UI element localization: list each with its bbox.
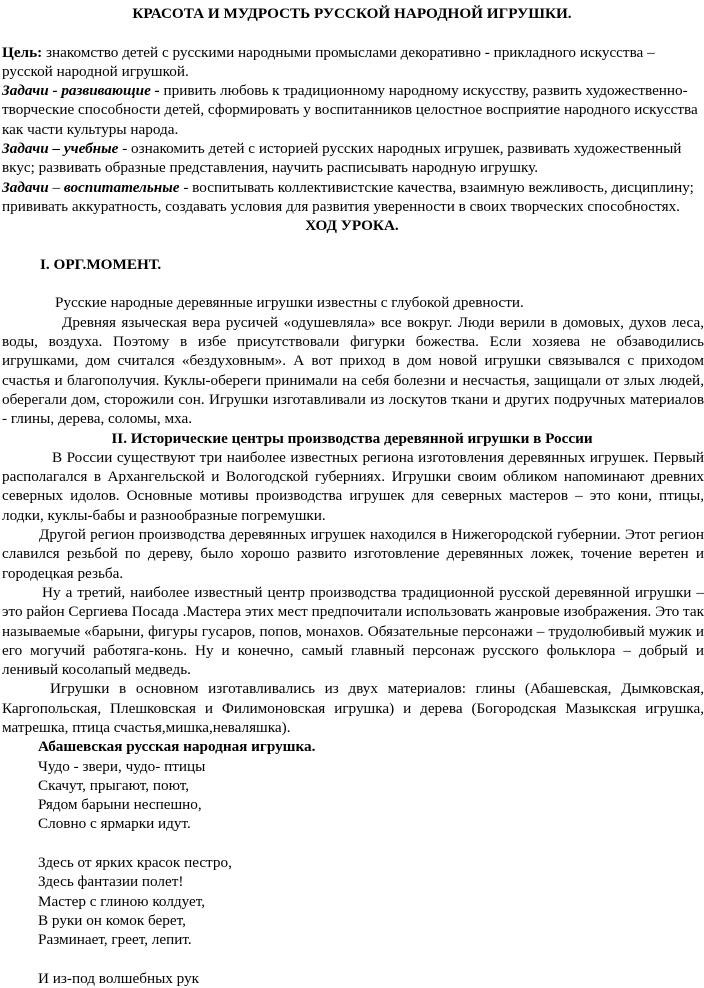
section1-paragraph-2: Древняя языческая вера русичей «одушевляла» все вокруг. Люди верили в домовых, духов леса, воды, воздуха. Поэтому в избе присутствовали фигурки божества. Если хозяева не обзаводились игрушками, дом считался «бездуховным». А вот приход в дом новой игрушки связывался с приходом счастья и благополучия. Куклы-обереги принимали на себя болезни и несчастья, защищали от злых людей, оберегали дом, сторожили сон. Игрушки изготавливали из лоскутов ткани и других подручных материалов - глины, дерева, соломы, мха. xyxy=(2,313,704,428)
poem-line: Здесь фантазии полет! xyxy=(38,873,184,891)
spacer xyxy=(0,236,704,255)
abashevo-heading: Абашевская русская народная игрушка. xyxy=(38,738,316,756)
section1-heading: I. ОРГ.МОМЕНТ. xyxy=(40,255,162,273)
task-educational-label: Задачи – учебные xyxy=(2,140,119,158)
document-page xyxy=(0,4,704,988)
section1-paragraph-1: Русские народные деревянные игрушки известны с глубокой древности. xyxy=(55,294,524,312)
task-developing-text: привить любовь к традиционному народному искусству, развить художественно-творческие способности детей, сформировать у воспитанников целостное восприятие народного искусства как части культуры народа. xyxy=(2,82,698,138)
poem-line: Словно с ярмарки идут. xyxy=(38,815,191,833)
task-upbringing-paragraph xyxy=(0,178,704,217)
section2-paragraph-1: В России существуют три наиболее известных региона изготовления деревянных игрушек. Первый располагался в Архангельской и Вологодской губерниях. Игрушки своим обликом напоминают древних северных идолов. Основные мотивы производства игрушек для северных мастеров – это кони, птицы, лодки, куклы-бабы и разнообразные погремушки. xyxy=(2,448,704,524)
section2-paragraph-4: Игрушки в основном изготавливались из двух материалов: глины (Абашевская, Дымковская, Каргопольская, Плешковская и Филимоновская игрушка) и дерева (Богородская Мазыкская игрушка, матрешка, птица счастья,мишка,неваляшка). xyxy=(2,680,704,736)
goal-text: знакомство детей с русскими народными промыслами декоративно - прикладного искусства – русской народной игрушкой. xyxy=(2,43,655,80)
task-developing-label: Задачи - развивающие - xyxy=(2,82,160,100)
goal-label: Цель: xyxy=(2,43,43,61)
section2-paragraph-2: Другой регион производства деревянных игрушек находился в Нижегородской губернии. Этот регион славился резьбой по дереву, было хорошо развито изготовление деревянных ложек, точение веретен и городецкая резьба. xyxy=(2,526,704,582)
lesson-heading: ХОД УРОКА. xyxy=(305,217,399,235)
spacer xyxy=(38,950,704,969)
poem-line: Здесь от ярких красок пестро, xyxy=(38,854,232,872)
document-title: КРАСОТА И МУДРОСТЬ РУССКОЙ НАРОДНОЙ ИГРУШКИ. xyxy=(132,5,572,22)
poem-line: Мастер с глиною колдует, xyxy=(38,892,206,910)
poem-line: И из-под волшебных рук xyxy=(38,969,200,987)
task-upbringing-label-b: воспитательные xyxy=(63,178,180,196)
task-educational-text: - ознакомить детей с историей русских народных игрушек, развивать художественный вкус; развивать образные представления, научить расписывать народную игрушку. xyxy=(2,140,682,177)
poem xyxy=(0,757,704,988)
task-educational-paragraph xyxy=(0,139,704,178)
task-upbringing-text: - воспитывать коллективистские качества, взаимную вежливость, дисциплину; прививать аккуратность, создавать условия для развития уверенности в своих творческих способностях. xyxy=(2,178,694,215)
poem-line: Чудо - звери, чудо- птицы xyxy=(38,757,206,775)
poem-line: Скачут, прыгают, поют, xyxy=(38,776,190,794)
goal-paragraph xyxy=(0,43,704,82)
spacer xyxy=(38,834,704,853)
poem-line: Разминает, греет, лепит. xyxy=(38,931,192,949)
poem-line: В руки он комок берет, xyxy=(38,911,186,929)
spacer xyxy=(0,274,704,293)
spacer xyxy=(0,23,704,42)
task-upbringing-label-mid: – xyxy=(48,178,64,196)
task-developing-paragraph xyxy=(0,81,704,139)
task-upbringing-label-a: Задачи xyxy=(2,178,49,196)
section2-heading: II. Исторические центры производства деревянной игрушки в России xyxy=(111,429,593,447)
section2-paragraph-3: Ну а третий, наиболее известный центр производства традиционной русской деревянной игрушки – это район Сергиева Посада .Мастера этих мест предпочитали использовать жанровые изображения. Это так называемые «барыни, фигуры гусаров, попов, монахов. Обязательные персонажи – трудолюбивый мужик и его могучий работяга-конь. Ну и конечно, самый главный персонаж русского фольклора – добрый и ленивый косолапый медведь. xyxy=(2,583,704,679)
poem-line: Рядом барыни неспешно, xyxy=(38,796,202,814)
